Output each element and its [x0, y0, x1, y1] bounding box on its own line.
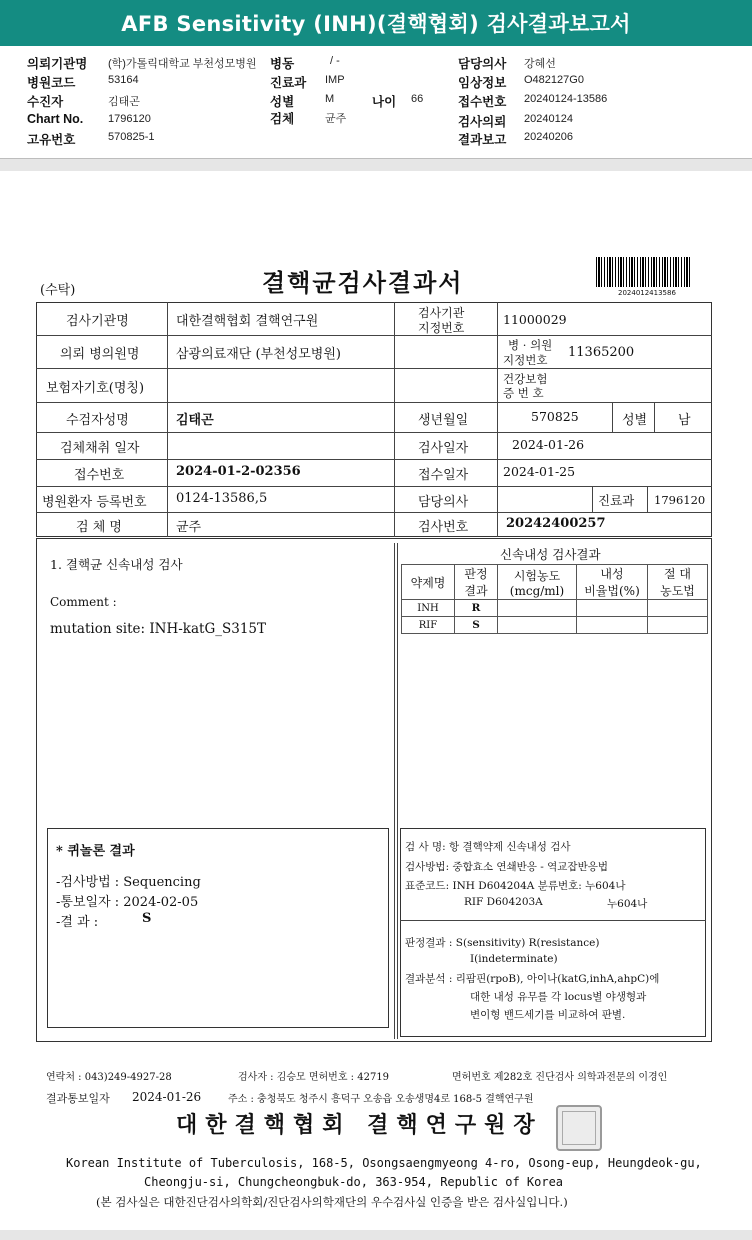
- order-date-label: 검사의뢰: [458, 115, 507, 129]
- report-title: AFB Sensitivity (INH)(결핵협회) 검사결과보고서: [121, 12, 631, 36]
- method-line: 표준코드: INH D604204A 분류번호: 누604나: [405, 880, 626, 892]
- method-line: I(indeterminate): [470, 953, 558, 965]
- ward-label: 병동: [270, 57, 295, 71]
- info-value: 균주: [176, 520, 202, 535]
- specimen-value: 균주: [325, 113, 347, 125]
- info-value: 11365200: [568, 345, 635, 360]
- accession-label: 접수번호: [458, 95, 507, 109]
- col-header: 절 대: [664, 567, 691, 581]
- chart-no-value: 1796120: [108, 113, 151, 125]
- document-title: 결핵균검사결과서: [262, 268, 464, 297]
- method-line: RIF D604203A: [464, 896, 543, 908]
- method-line: 변이형 밴드세기를 비교하여 판별.: [470, 1009, 626, 1021]
- info-label: 생년월일: [418, 413, 469, 428]
- requesting-org-value: (학)가톨릭대학교 부천성모병원: [108, 58, 257, 70]
- comment-label: Comment :: [50, 595, 117, 609]
- hospital-code-value: 53164: [108, 74, 139, 86]
- order-date-value: 20240124: [524, 113, 573, 125]
- info-label: 진료과: [598, 493, 635, 508]
- info-value: 2024-01-25: [503, 464, 576, 479]
- drug-name: RIF: [418, 619, 438, 631]
- info-value: 김태곤: [176, 413, 214, 428]
- clinical-info-value: O482127G0: [524, 74, 584, 86]
- bottom-margin: [0, 1230, 752, 1240]
- accession-value: 20240124-13586: [524, 93, 608, 105]
- address: 주소 : 충청북도 청주시 흥덕구 오송읍 오송생명4로 168-5 결핵연구원: [228, 1094, 534, 1105]
- test-name: 1. 결핵균 신속내성 검사: [50, 557, 183, 572]
- info-label: 성별: [622, 413, 648, 428]
- info-label: 의뢰 병의원명: [60, 347, 140, 362]
- info-value: 570825: [531, 409, 579, 424]
- col-header: 내성: [600, 567, 624, 581]
- barcode-number: 2024012413586: [618, 289, 676, 297]
- license: 면허번호 제282호 진단검사 의학과전문의 이경인: [452, 1072, 668, 1083]
- separator: [0, 159, 752, 171]
- quinolone-title: * 퀴놀론 결과: [56, 844, 135, 859]
- info-label: 검사기관명: [66, 314, 129, 329]
- report-date-value: 20240206: [524, 131, 573, 143]
- notify-date: 2024-01-26: [132, 1090, 202, 1104]
- info-value: 남: [678, 413, 691, 428]
- patient-value: 김태곤: [108, 96, 140, 108]
- info-value: 1796120: [654, 493, 706, 507]
- info-label: 검 체 명: [76, 520, 122, 535]
- method-line: 검 사 명: 항 결핵약제 신속내성 검사: [405, 841, 571, 853]
- col-header: 약제명: [410, 575, 446, 590]
- info-value: 대한결핵협회 결핵연구원: [176, 314, 319, 329]
- patient-label: 수진자: [27, 95, 64, 109]
- mutation-site: mutation site: INH-katG_S315T: [50, 621, 267, 637]
- quinolone-result-value: S: [142, 911, 152, 926]
- notify-label: 결과통보일자: [46, 1092, 110, 1105]
- age-value: 66: [411, 93, 424, 105]
- method-line: 대한 내성 유무를 각 locus별 야생형과: [470, 991, 647, 1003]
- col-header: 결과: [464, 584, 488, 598]
- requesting-org-label: 의뢰기관명: [27, 57, 88, 71]
- director-name: 대한결핵협회 결핵연구원장: [176, 1112, 543, 1138]
- scanned-report: [0, 171, 752, 1230]
- doctor-value: 강혜선: [524, 58, 556, 70]
- info-value: 2024-01-26: [512, 437, 585, 452]
- sensitivity-title: 신속내성 검사결과: [500, 547, 601, 562]
- sex-value: M: [325, 93, 335, 105]
- info-value: 0124-13586,5: [176, 491, 268, 506]
- report-date-label: 결과보고: [458, 133, 507, 147]
- english-address: Korean Institute of Tuberculosis, 168-5, Osongsaengmyeong 4-ro, Osong-eup, Heungdeok-gu,: [66, 1156, 702, 1170]
- dept-label: 진료과: [270, 76, 307, 90]
- drug-result: R: [471, 602, 481, 614]
- unique-no-value: 570825-1: [108, 131, 155, 143]
- report-header: [0, 46, 752, 159]
- unique-no-label: 고유번호: [27, 133, 76, 147]
- drug-name: INH: [417, 602, 439, 614]
- col-header: (mcg/ml): [509, 583, 565, 598]
- col-header: 농도법: [660, 584, 695, 598]
- method-line: 누604나: [607, 898, 648, 910]
- info-value: 2024-01-2-02356: [176, 464, 301, 479]
- col-header: 판정: [464, 567, 488, 581]
- method-line: 결과분석 : 리팜핀(rpoB), 아이나(katG,inhA,ahpC)에: [405, 973, 660, 985]
- col-header: 시험농도: [513, 568, 561, 583]
- info-label: 지정번호: [418, 321, 465, 335]
- info-label: 보험자기호(명칭): [46, 381, 145, 396]
- method-line: 검사방법: 중합효소 연쇄반응 - 역교잡반응법: [405, 861, 609, 873]
- english-address: Cheongju-si, Chungcheongbuk-do, 363-954, Republic of Korea: [144, 1175, 564, 1189]
- table-row: [402, 617, 708, 634]
- col-header: 비율법(%): [584, 584, 640, 598]
- info-value: 20242400257: [506, 516, 606, 531]
- certification-note: (본 검사실은 대한진단검사의학회/진단검사의학재단의 우수검사실 인증을 받은 검사실입니다.): [96, 1195, 568, 1209]
- quinolone-result-label: -결 과 :: [56, 915, 99, 930]
- examiner: 검사자 : 김승모 면허번호 : 42719: [238, 1072, 390, 1083]
- hospital-code-label: 병원코드: [27, 76, 76, 90]
- quinolone-method: -검사방법 : Sequencing: [56, 875, 201, 890]
- receipt-tag: (수탁): [40, 283, 76, 298]
- quinolone-notify: -통보일자 : 2024-02-05: [56, 895, 199, 910]
- clinical-info-label: 임상정보: [458, 76, 507, 90]
- report-title-bar: [0, 0, 752, 46]
- info-label: 증 번 호: [503, 386, 544, 400]
- doctor-label: 담당의사: [458, 57, 507, 71]
- sensitivity-table: [401, 564, 708, 634]
- age-label: 나이: [372, 95, 397, 109]
- method-line: 판정결과 : S(sensitivity) R(resistance): [405, 937, 600, 949]
- info-label: 병원환자 등록번호: [42, 495, 147, 510]
- info-label: 건강보험: [503, 372, 548, 386]
- drug-result: S: [472, 619, 480, 631]
- specimen-label: 검체: [270, 112, 295, 126]
- info-value: 11000029: [503, 312, 567, 327]
- ward-value: / -: [330, 55, 340, 67]
- info-label: 검사기관: [418, 306, 465, 320]
- info-label: 지정번호: [503, 353, 548, 367]
- official-seal-icon: [556, 1105, 602, 1151]
- info-label: 검사일자: [418, 441, 469, 456]
- contact: 연락처 : 043)249-4927-28: [46, 1072, 172, 1083]
- info-label: 검사번호: [418, 520, 469, 535]
- chart-no-label: Chart No.: [27, 112, 84, 126]
- dept-value: IMP: [325, 74, 345, 86]
- info-value: 삼광의료재단 (부천성모병원): [176, 347, 341, 362]
- info-label: 접수일자: [418, 468, 469, 483]
- sex-label: 성별: [270, 95, 295, 109]
- barcode: [596, 257, 692, 287]
- info-label: 병 · 의원: [508, 338, 553, 352]
- info-label: 검체채취 일자: [60, 441, 140, 456]
- info-label: 담당의사: [418, 495, 469, 510]
- table-row: [402, 600, 708, 617]
- info-label: 접수번호: [74, 468, 125, 483]
- info-label: 수검자성명: [66, 413, 129, 428]
